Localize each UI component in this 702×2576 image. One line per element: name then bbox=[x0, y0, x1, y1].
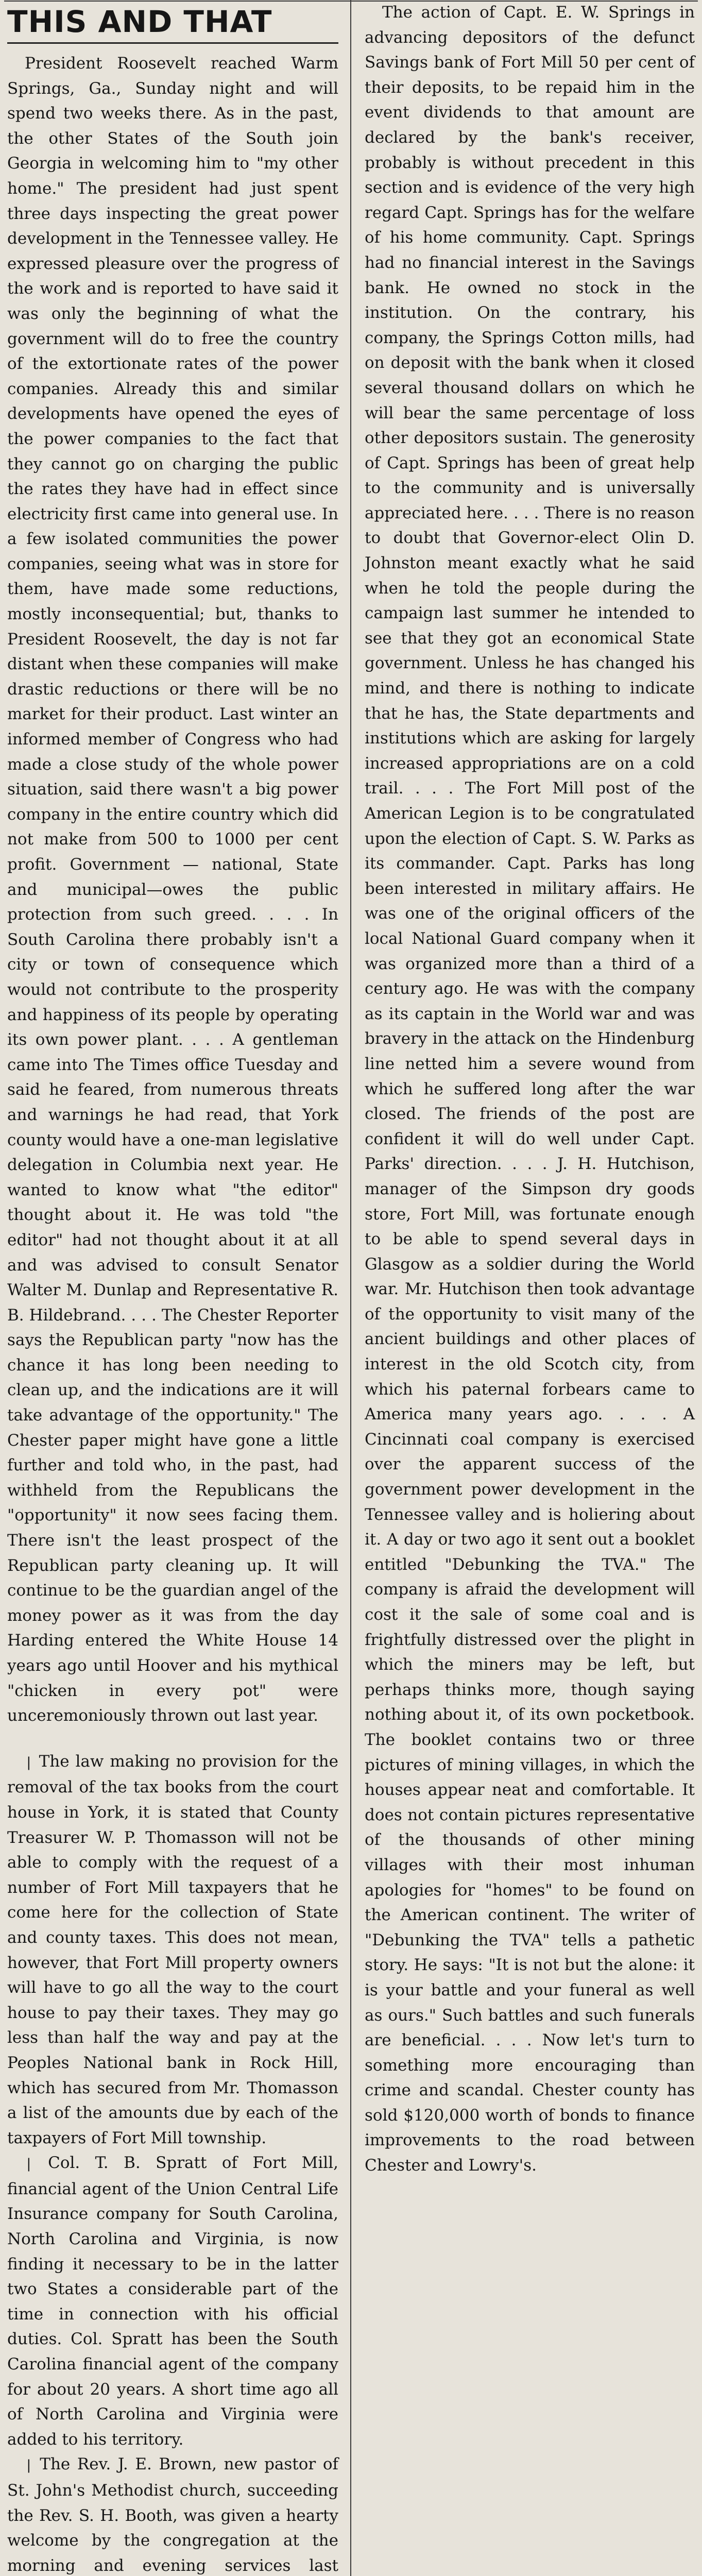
paragraph-roosevelt-power: President Roosevelt reached Warm Springs, Ga., Sunday night and will spend two weeks there. As in the past, the other States of the South join Georgia in welcoming him to "my other home." The president had just spent three days inspecting the great power development in the Tennessee valley. He expressed pleasure over the progress of the work and is reported to have said it was only the beginning of what the government will do to free the country of the extortionate rates of the power companies. Already this and similar developments have opened the eyes of the power companies to the fact that they cannot go on charging the public the rates they have had in effect since electricity first came into general use. In a few isolated communities the power companies, seeing what was in store for them, have made some reductions, mostly inconsequential; but, thanks to President Roosevelt, the day is not far distant when these companies will make drastic reductions or there will be no market for their product. Last winter an informed member of Congress who had made a close study of the whole power situation, said there wasn't a big power company in the entire country which did not make from 500 to 1000 per cent profit. Government — national, State and municipal—owes the public protection from such greed. . . . In South Carolina there probably isn't a city or town of consequence which would not contribute to the prosperity and happiness of its people by operating its own power plant. . . . A gentleman came into The Times office Tuesday and said he feared, from numerous threats and warnings he had read, that York county would have a one-man legislative delegation in Columbia next year. He wanted to know what "the editor" thought about it. He was told "the editor" had not thought about it at all and was advised to consult Senator Walter M. Dunlap and Representative R. B. Hildebrand. . . . The Chester Reporter says the Republican party "now has the chance it has long been needing to clean up, and the indications are it will take advantage of the opportunity." The Chester paper might have gone a little further and told who, in the past, had withheld from the Republicans the "opportunity" it now sees facing them. There isn't the least prospect of the Republican party cleaning up. It will continue to be the guardian angel of the money power as it was from the day Harding entered the White House 14 years ago until Hoover and his mythical "chicken in every pot" were unceremoniously thrown out last year. bbox=[7, 54, 338, 1725]
right-column bbox=[361, 0, 698, 2576]
paragraph-capt-springs: The action of Capt. E. W. Springs in advancing depositors of the defunct Savings bank of Fort Mill 50 per cent of their deposits, to be repaid him in the event dividends to that amount are declared by the bank's receiver, probably is without precedent in this section and is evidence of the very high regard Capt. Springs has for the welfare of his home community. Capt. Springs had no financial interest in the Savings bank. He owned no stock in the institution. On the contrary, his company, the Springs Cotton mills, had on deposit with the bank when it closed several thousand dollars on which he will bear the same percentage of loss other depositors sustain. The generosity of Capt. Springs has been of great help to the community and is universally appreciated here. . . . There is no reason to doubt that Governor-elect Olin D. Johnston meant exactly what he said when he told the people during the campaign last summer he intended to see that they got an economical State government. Unless he has changed his mind, and there is nothing to indicate that he has, the State departments and institutions which are asking for largely increased appropriations are on a cold trail. . . . The Fort Mill post of the American Legion is to be congratulated upon the election of Capt. S. W. Parks as its commander. Capt. Parks has long been interested in military affairs. He was one of the original officers of the local National Guard company when it was organized more than a third of a century ago. He was with the company as its captain in the World war and was bravery in the attack on the Hindenburg line netted him a severe wound from which he suffered long after the war closed. The friends of the post are confident it will do well under Capt. Parks' direction. . . . J. H. Hutchison, manager of the Simpson dry goods store, Fort Mill, was fortunate enough to be able to spend several days in Glasgow as a soldier during the World war. Mr. Hutchison then took advantage of the opportunity to visit many of the ancient buildings and other places of interest in the old Scotch city, from which his paternal forbears came to America many years ago. . . . A Cincinnati coal company is exercised over the apparent success of the government power development in the Tennessee valley and is holiering about it. A day or two ago it sent out a booklet entitled "Debunking the TVA." The company is afraid the development will cost it the sale of some coal and is frightfully distressed over the plight in which the miners may be left, but perhaps thinks more, though saying nothing about it, of its own pocketbook. The booklet contains two or three pictures of mining villages, in which the houses appear neat and comfortable. It does not contain pictures representative of the thousands of other mining villages with their most inhuman apologies for "homes" to be found on the American continent. The writer of "Debunking the TVA" tells a pathetic story. He says: "It is not but the alone: it is your battle and your funeral as well as ours." Such battles and such funerals are beneficial. . . . Now let's turn to something more encouraging than crime and scandal. Chester county has sold $120,000 worth of bonds to finance improvements to the road between Chester and Lowry's. bbox=[365, 3, 695, 2175]
paragraph-tax-books-text: The law making no provision for the removal of the tax books from the court house in York, it is stated that County Treasurer W. P. Thomasson will not be able to comply with the request of a number of Fort Mill taxpayers that he come here for the collection of State and county taxes. This does not mean, however, that Fort Mill property owners will have to go all the way to the court house to pay their taxes. They may go less than half the way and pay at the Peoples National bank in Rock Hill, which has secured from Mr. Thomasson a list of the amounts due by each of the taxpayers of Fort Mill township. bbox=[7, 1752, 338, 2147]
paragraph-rev-brown bbox=[7, 2452, 338, 2576]
paragraph-tax-books bbox=[7, 1749, 338, 2151]
paragraph-mark: | bbox=[25, 1754, 33, 1770]
left-column bbox=[5, 0, 343, 2576]
paragraph-rev-brown-text: The Rev. J. E. Brown, new pastor of St. John's Methodist church, succeeding the Rev. S. H. Booth, was given a hearty welcome by the congregation at the morning and evening services last bbox=[7, 2455, 338, 2575]
paragraph-col-spratt bbox=[7, 2150, 338, 2452]
column-title: THIS AND THAT bbox=[7, 4, 338, 44]
paragraph-mark: | bbox=[25, 2458, 33, 2473]
paragraph-col-spratt-text: Col. T. B. Spratt of Fort Mill, financial agent of the Union Central Life Insurance company for South Carolina, North Carolina and Virginia, is now finding it necessary to be in the latter two States a considerable part of the time in connection with his official duties. Col. Spratt has been the South Carolina financial agent of the company for about 20 years. A short time ago all of North Carolina and Virginia were added to his territory. bbox=[7, 2154, 338, 2449]
column-divider bbox=[350, 0, 351, 2576]
paragraph-gap bbox=[7, 1728, 338, 1749]
paragraph-mark: | bbox=[25, 2156, 33, 2172]
